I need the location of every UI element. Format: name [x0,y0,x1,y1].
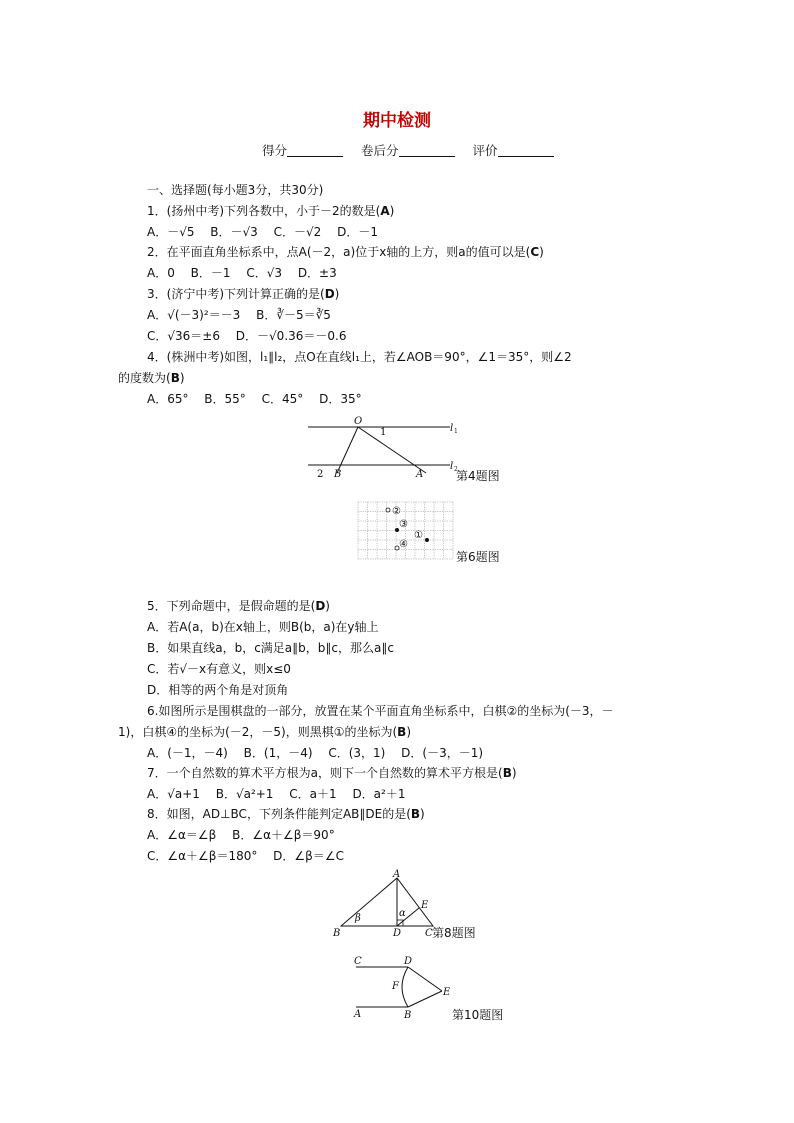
figure-8-caption: 第8题图 [432,926,476,940]
fig4-label-a: A [416,469,424,480]
fig8-label-e: E [421,900,429,911]
svg-text:①: ① [414,530,423,541]
fig8-label-b: B [333,928,341,939]
figure-6 [355,500,455,560]
svg-text:2: 2 [454,466,458,473]
go-board-grid [358,502,453,559]
fig10-label-a: A [354,1009,362,1020]
question-1-stem: 1．(扬州中考)下列各数中，小于－2的数是(A) [147,204,395,218]
question-6-options: A．(－1，－4) B．(1，－4) C．(3，1) D．(－3，－1) [147,746,484,760]
question-4-stem: 4．(株洲中考)如图，l₁∥l₂，点O在直线l₁上，若∠AOB＝90°，∠1＝35°，则∠2 [147,350,572,364]
question-8-options-1: A．∠α＝∠β B．∠α＋∠β＝90° [147,828,335,842]
fig4-label-b: B [334,469,342,480]
figure-10-caption: 第10题图 [452,1008,504,1022]
fig10-label-c: C [354,956,362,967]
page-title: 期中检测 [363,111,431,131]
question-3-options-2: C．√36＝±6 D．－√0.36＝－0.6 [147,329,347,343]
question-1-options: A．－√5 B．－√3 C．－√2 D．－1 [147,225,378,239]
score-line [262,141,554,159]
fig10-label-d: D [404,956,413,967]
answer-3: D [324,287,335,301]
figure-4-caption: 第4题图 [456,469,500,483]
figure-10 [350,955,450,1025]
answer-8: B [410,807,421,821]
paper-score-blank[interactable] [399,144,455,157]
fig10-label-e: E [443,987,451,998]
question-6-stem: 6.如图所示是围棋盘的一部分，放置在某个平面直角坐标系中，白棋②的坐标为(－3，－ [147,704,614,718]
svg-text:②: ② [392,506,401,517]
question-5-option-b: B．如果直线a，b，c满足a∥b，b∥c，那么a∥c [147,641,394,655]
svg-text:④: ④ [399,539,408,550]
fig4-label-o: O [354,416,363,427]
paper-score-label: 卷后分 [361,143,399,158]
question-7-stem: 7．一个自然数的算术平方根为a，则下一个自然数的算术平方根是(B) [147,766,517,780]
question-2-options: A．0 B．－1 C．√3 D．±3 [147,266,337,280]
evaluation-label: 评价 [472,143,498,158]
fig8-label-a: A [393,869,401,880]
question-6-stem-cont: 1)，白棋④的坐标为(－2，－5)，则黑棋①的坐标为(B) [118,725,411,739]
question-4-options: A．65° B．55° C．45° D．35° [147,392,362,406]
fig8-label-c: C [425,928,433,939]
white-stone-2 [386,508,390,512]
fig8-label-d: D [393,928,402,939]
svg-text:③: ③ [399,519,408,530]
answer-1: A [380,204,390,218]
answer-4: B [170,371,180,385]
fig4-label-2: 2 [317,469,324,480]
fig10-label-b: B [404,1010,412,1021]
question-8-options-2: C．∠α＋∠β＝180° D．∠β＝∠C [147,849,344,863]
section-heading: 一、选择题(每小题3分，共30分) [147,183,324,197]
svg-text:1: 1 [454,428,458,435]
figure-4 [300,415,470,485]
evaluation-blank[interactable] [498,144,554,157]
question-7-options: A．√a+1 B．√a²+1 C．a＋1 D．a²＋1 [147,787,406,801]
question-3-options-1: A．√(－3)²＝－3 B．∛－5＝∛5 [147,308,331,322]
score-label: 得分 [262,143,288,158]
black-stone-1 [425,538,429,542]
answer-7: B [502,766,512,780]
question-2-stem: 2．在平面直角坐标系中，点A(－2，a)位于x轴的上方，则a的值可以是(C) [147,245,544,259]
question-5-option-c: C．若√－x有意义，则x≤0 [147,662,291,676]
figure-6-caption: 第6题图 [456,550,500,564]
fig4-label-l2: l [450,461,454,472]
question-8-stem: 8．如图，AD⊥BC，下列条件能判定AB∥DE的是(B) [147,807,425,821]
question-4-stem-cont: 的度数为(B) [118,371,185,385]
fig8-label-alpha: α [399,908,406,919]
question-5-option-d: D．相等的两个角是对顶角 [147,683,289,697]
answer-2: C [530,245,540,259]
fig4-label-1: 1 [380,427,387,438]
question-5-stem: 5．下列命题中，是假命题的是(D) [147,599,330,613]
score-blank[interactable] [287,144,343,157]
fig4-label-l1: l [450,423,454,434]
answer-5: D [315,599,326,613]
fig10-label-f: F [392,981,399,992]
question-5-option-a: A．若A(a，b)在x轴上，则B(b，a)在y轴上 [147,620,379,634]
question-3-stem: 3．(济宁中考)下列计算正确的是(D) [147,287,340,301]
answer-6: B [397,725,407,739]
fig8-label-beta: β [355,913,361,924]
